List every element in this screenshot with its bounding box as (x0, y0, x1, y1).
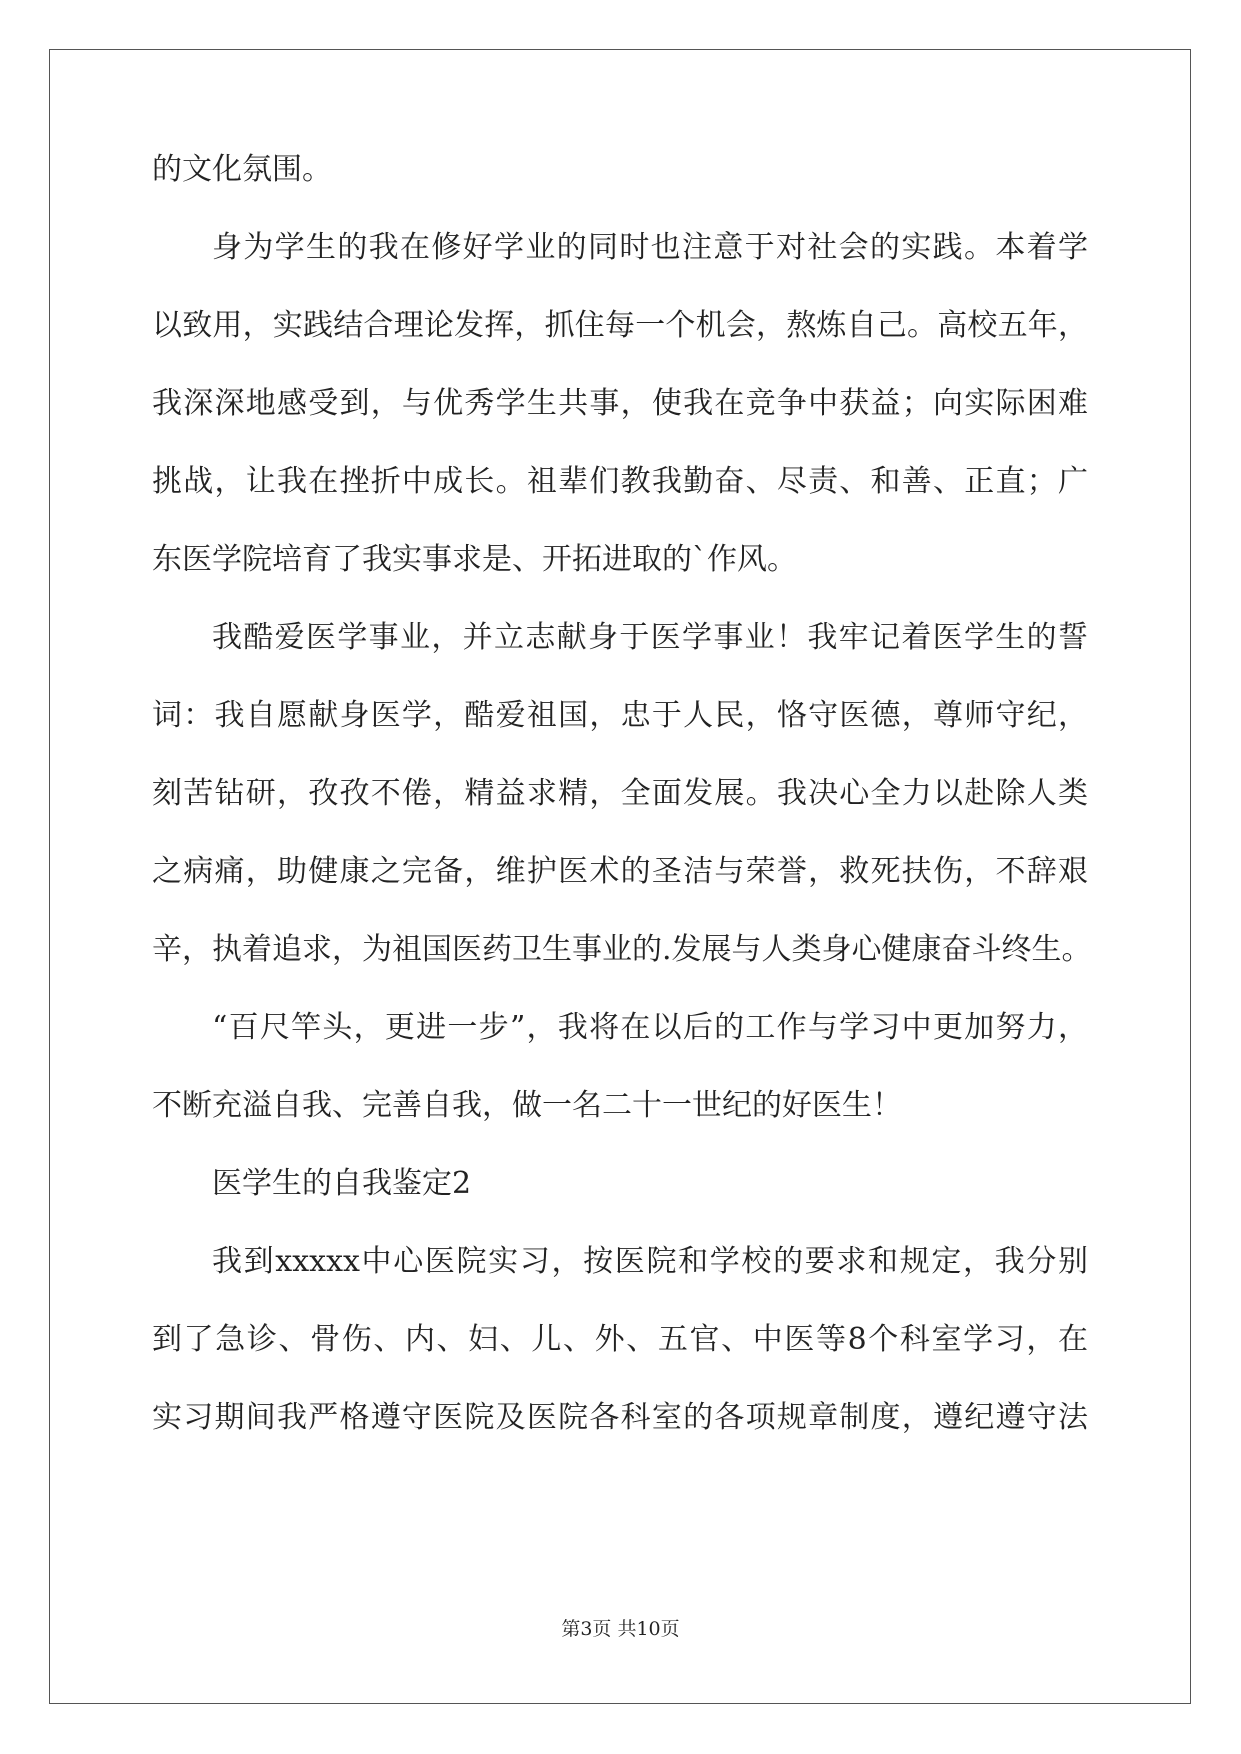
text-line: 我深深地感受到，与优秀学生共事，使我在竞争中获益；向实际困难 (152, 386, 1088, 421)
text-line: 东医学院培育了我实事求是、开拓进取的`作风。 (152, 542, 797, 577)
text-line: 挑战，让我在挫折中成长。祖辈们教我勤奋、尽责、和善、正直；广 (152, 464, 1088, 499)
page-number-footer: 第3页 共10页 (561, 1618, 680, 1640)
text-line: 我酷爱医学事业，并立志献身于医学事业！我牢记着医学生的誓 (212, 620, 1088, 655)
text-line: 实习期间我严格遵守医院及医院各科室的各项规章制度，遵纪遵守法 (152, 1400, 1088, 1435)
text-line: 我到xxxxx中心医院实习，按医院和学校的要求和规定，我分别 (212, 1244, 1088, 1279)
text-line: 刻苦钻研，孜孜不倦，精益求精，全面发展。我决心全力以赴除人类 (152, 776, 1088, 811)
text-line: 词：我自愿献身医学，酷爱祖国，忠于人民，恪守医德，尊师守纪， (152, 698, 1088, 733)
section-heading: 医学生的自我鉴定2 (212, 1166, 472, 1201)
text-line: 身为学生的我在修好学业的同时也注意于对社会的实践。本着学 (212, 230, 1088, 265)
text-line: 以致用，实践结合理论发挥，抓住每一个机会，熬炼自己。高校五年， (152, 308, 1088, 343)
text-line: 不断充溢自我、完善自我，做一名二十一世纪的好医生！ (152, 1088, 902, 1123)
text-line: 之病痛，助健康之完备，维护医术的圣洁与荣誉，救死扶伤，不辞艰 (152, 854, 1088, 889)
text-line: 的文化氛围。 (152, 152, 332, 187)
text-line: 到了急诊、骨伤、内、妇、儿、外、五官、中医等8个科室学习，在 (152, 1322, 1088, 1357)
text-line: “百尺竿头，更进一步”，我将在以后的工作与学习中更加努力， (212, 1010, 1088, 1045)
text-line: 辛，执着追求，为祖国医药卫生事业的.发展与人类身心健康奋斗终生。 (152, 932, 1092, 967)
